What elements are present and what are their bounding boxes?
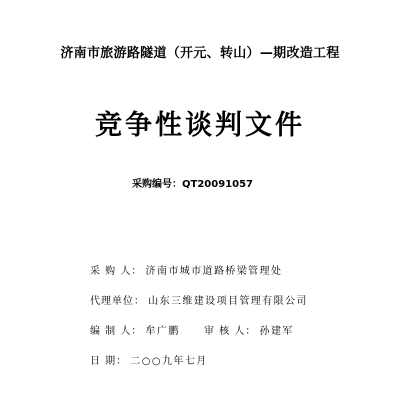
project-title: 济南市旅游路隧道（开元、转山）—期改造工程 [60, 46, 340, 61]
agent-value: 山东三维建设项目管理有限公司 [148, 296, 308, 307]
reviewer-row [204, 322, 294, 337]
editor-row [90, 322, 180, 337]
purchaser-row [90, 262, 282, 277]
main-title: 竞争性谈判文件 [95, 110, 305, 141]
editor-label: 编 制 人： [90, 326, 143, 337]
date-label: 日 期： [90, 356, 128, 367]
purchase-number [132, 175, 253, 190]
reviewer-label: 审 核 人： [204, 326, 257, 337]
purchase-number-value: QT20091057 [182, 179, 253, 190]
purchase-number-label: 采购编号： [132, 179, 182, 190]
purchaser-value: 济南市城市道路桥梁管理处 [145, 266, 283, 277]
editor-value: 牟广鹏 [145, 326, 180, 337]
date-value: 二○○九年七月 [130, 356, 208, 367]
agent-row [90, 292, 308, 307]
agent-label: 代理单位： [90, 296, 145, 307]
date-row [90, 352, 208, 367]
purchaser-label: 采 购 人： [90, 266, 143, 277]
reviewer-value: 孙建军 [259, 326, 294, 337]
